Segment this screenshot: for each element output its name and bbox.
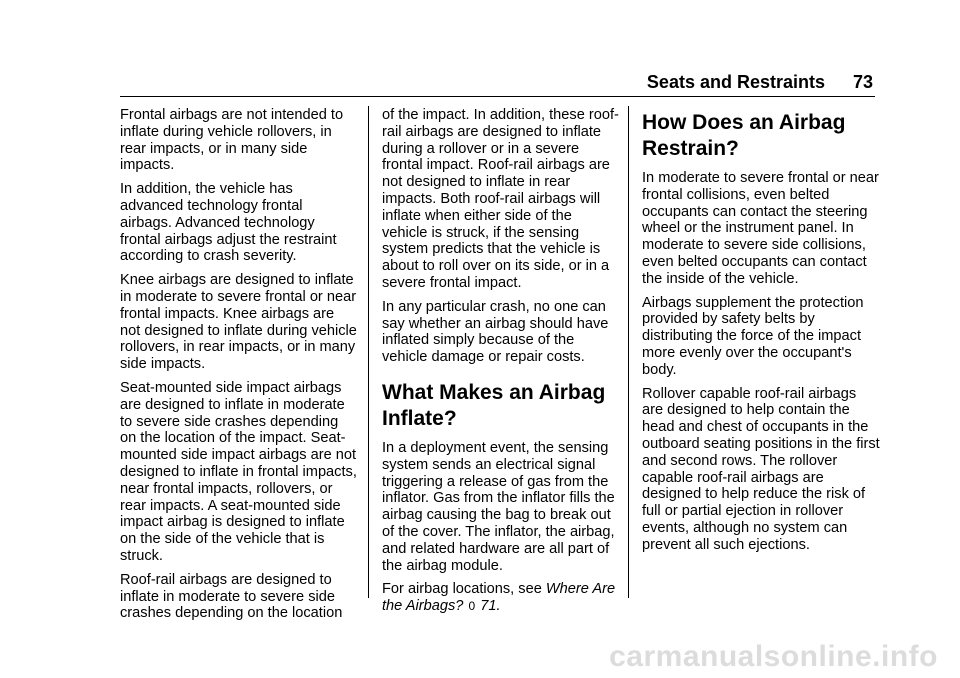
paragraph: Rollover capable roof-rail airbags are designed to help contain the head and chest of occupants in the outboard seating positions in the first and second rows. The rollover capable roof-rail airbags are designed to help reduce the risk of full or partial ejection in rollover events, although no system can prevent all such ejections.	[642, 385, 880, 553]
watermark: carmanualsonline.info	[609, 640, 938, 673]
column-1	[120, 107, 358, 629]
column-3	[642, 107, 880, 561]
paragraph: Frontal airbags are not intended to inflate during vehicle rollovers, in rear impacts, or in many side impacts.	[120, 107, 344, 174]
paragraph: Knee airbags are designed to inflate in moderate to severe frontal or near frontal impacts. Knee airbags are not designed to inflate during vehicle rollovers, in rear impacts, or in many side impacts.	[120, 272, 357, 373]
paragraph: In any particular crash, no one can say whether an airbag should have inflated simply because of the vehicle damage or repair costs.	[382, 298, 609, 366]
column-divider	[628, 106, 629, 598]
paragraph: Seat-mounted side impact airbags are designed to inflate in moderate to severe side crashes depending on the location of the impact. Seat-mounted side impact airbags are not designed to inflate in frontal impacts, near frontal impacts, rollovers, or rear impacts. A seat-mounted side impact airbag is designed to inflate on the side of the vehicle that is struck.	[120, 379, 357, 564]
page-reference-icon: 0	[468, 599, 476, 614]
page-header	[120, 60, 875, 97]
cross-reference-page: 71.	[480, 598, 501, 615]
section-heading: How Does an Airbag Restrain?	[642, 111, 846, 160]
paragraph: In moderate to severe frontal or near frontal collisions, even belted occupants can contact the steering wheel or the instrument panel. In moderate to severe side collisions, even belted occupants can contact the inside of the vehicle.	[642, 170, 879, 287]
column-2	[382, 107, 620, 622]
cross-reference	[382, 581, 620, 615]
paragraph: Airbags supplement the protection provided by safety belts by distributing the force of the impact more evenly over the occupant's body.	[642, 294, 864, 378]
page-number: 73	[852, 72, 873, 92]
paragraph: In a deployment event, the sensing system sends an electrical signal triggering a release of gas from the inflator. Gas from the inflator fills the airbag causing the bag to break out of the cover. The inflator, the airbag, and related hardware are all part of the airbag module.	[382, 439, 615, 574]
cross-reference-lead: For airbag locations, see	[382, 581, 546, 598]
column-divider	[368, 106, 369, 598]
cross-reference-link[interactable]: Where Are the Airbags?	[382, 581, 616, 615]
section-heading: What Makes an Airbag Inflate?	[382, 380, 606, 430]
section-title: Seats and Restraints	[646, 72, 825, 92]
paragraph: Roof-rail airbags are designed to inflate in moderate to severe side crashes depending on the location	[120, 571, 343, 622]
paragraph: of the impact. In addition, these roof-rail airbags are designed to inflate during a rollover or in a severe frontal impact. Roof-rail airbags are not designed to inflate in rear impacts. Both roof-rail airbags will inflate when either side of the vehicle is struck, if the sensing system predicts that the vehicle is about to roll over on its side, or in a severe frontal impact.	[382, 107, 619, 291]
paragraph: In addition, the vehicle has advanced technology frontal airbags. Advanced technology frontal airbags adjust the restraint according to crash severity.	[120, 181, 337, 265]
